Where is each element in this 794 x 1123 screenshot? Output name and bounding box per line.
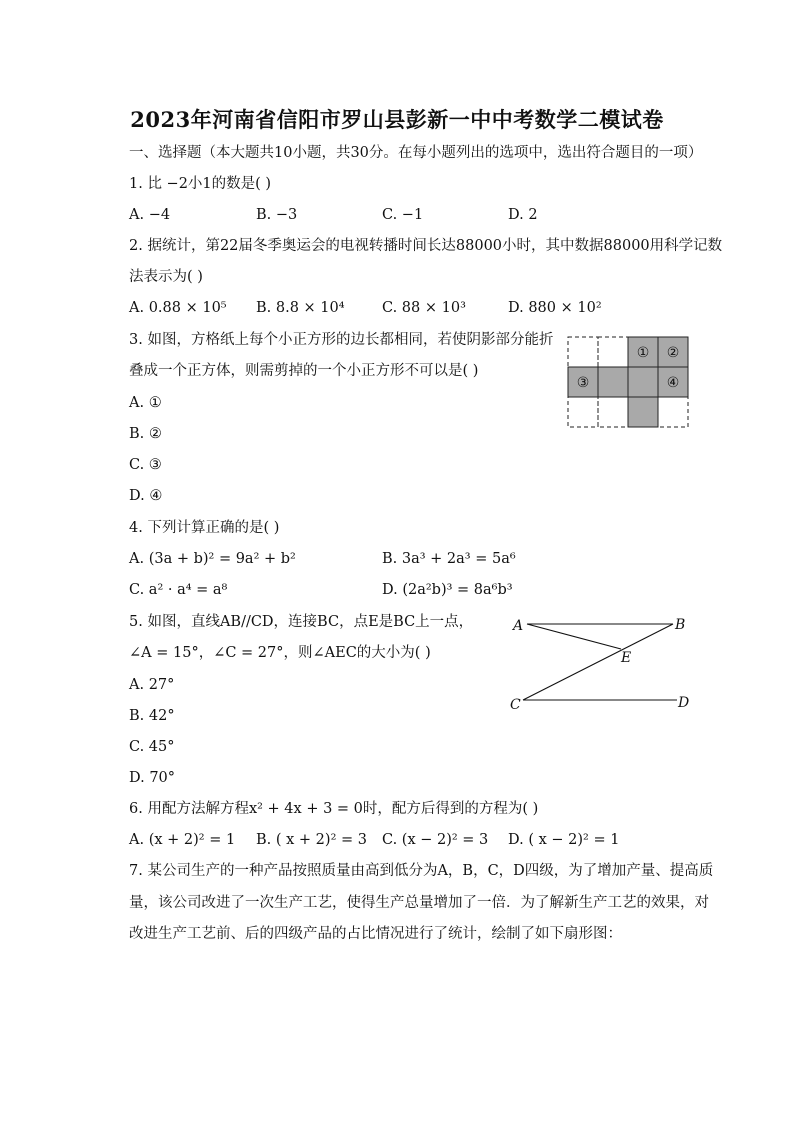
- q4-option-b: B. 3a³ + 2a³ = 5a⁶: [382, 551, 516, 567]
- q3-option-d: D. ④: [129, 488, 163, 504]
- q2-option-a: A. 0.88 × 10⁵: [129, 300, 227, 316]
- line-bc: [523, 624, 673, 700]
- q4-option-d: D. (2a²b)³ = 8a⁶b³: [382, 582, 513, 598]
- figure-label-3: ③: [576, 375, 590, 391]
- question-2-stem-line1: 2. 据统计，第22届冬季奥运会的电视转播时间长达88000小时，其中数据88000用科学记数: [129, 238, 723, 254]
- q2-option-b: B. 8.8 × 10⁴: [256, 300, 345, 316]
- q1-option-a: A. −4: [129, 207, 171, 223]
- q2-option-d: D. 880 × 10²: [508, 300, 602, 316]
- q6-option-a: A. (x + 2)² = 1: [129, 832, 236, 848]
- q4-option-a: A. (3a + b)² = 9a² + b²: [129, 551, 296, 567]
- point-label-b: B: [675, 617, 686, 633]
- q1-option-d: D. 2: [508, 207, 538, 223]
- q3-option-a: A. ①: [129, 395, 162, 411]
- question-3-stem-line1: 3. 如图，方格纸上每个小正方形的边长都相同，若使阴影部分能折: [129, 332, 554, 348]
- point-label-d: D: [678, 695, 690, 711]
- q1-option-b: B. −3: [256, 207, 298, 223]
- question-6-stem: 6. 用配方法解方程x² + 4x + 3 = 0时，配方后得到的方程为( ): [129, 801, 539, 817]
- q3-option-b: B. ②: [129, 426, 162, 442]
- question-4-stem: 4. 下列计算正确的是( ): [129, 520, 280, 536]
- exam-title: 2023年河南省信阳市罗山县彭新一中中考数学二模试卷: [130, 107, 664, 132]
- q5-option-b: B. 42°: [129, 708, 175, 724]
- q5-option-c: C. 45°: [129, 739, 175, 755]
- question-7-line1: 7. 某公司生产的一种产品按照质量由高到低分为A，B，C，D四级，为了增加产量、提高质: [129, 863, 714, 879]
- q5-option-a: A. 27°: [129, 677, 175, 693]
- question-2-stem-line2: 法表示为( ): [129, 269, 203, 285]
- question-7-line3: 改进生产工艺前、后的四级产品的占比情况进行了统计，绘制了如下扇形图：: [129, 926, 622, 942]
- figure-label-1: ①: [636, 345, 650, 361]
- q5-option-d: D. 70°: [129, 770, 176, 786]
- cell-bottom: [628, 397, 658, 427]
- q6-option-d: D. ( x − 2)² = 1: [508, 832, 620, 848]
- cell-middle-left: [598, 367, 628, 397]
- point-label-c: C: [510, 697, 521, 713]
- figure-label-2: ②: [666, 345, 680, 361]
- q2-option-c: C. 88 × 10³: [382, 300, 466, 316]
- q6-option-b: B. ( x + 2)² = 3: [256, 832, 367, 848]
- q4-option-c: C. a² · a⁴ = a⁸: [129, 582, 228, 598]
- q6-option-c: C. (x − 2)² = 3: [382, 832, 489, 848]
- question-5-stem-line2: ∠A = 15°，∠C = 27°，则∠AEC的大小为( ): [129, 645, 431, 661]
- cube-net-figure: [564, 335, 692, 431]
- q1-option-c: C. −1: [382, 207, 424, 223]
- question-5-stem-line1: 5. 如图，直线AB//CD，连接BC，点E是BC上一点，: [129, 614, 474, 630]
- figure-label-4: ④: [666, 375, 680, 391]
- point-label-a: A: [513, 618, 524, 634]
- cell-middle: [628, 367, 658, 397]
- question-3-stem-line2: 叠成一个正方体，则需剪掉的一个小正方形不可以是( ): [129, 363, 479, 379]
- point-label-e: E: [621, 650, 632, 666]
- q3-option-c: C. ③: [129, 457, 162, 473]
- question-1-stem: 1. 比 −2小1的数是( ): [129, 176, 272, 192]
- line-ae: [527, 624, 621, 649]
- section-heading: 一、选择题（本大题共10小题，共30分。在每小题列出的选项中，选出符合题目的一项）: [129, 145, 703, 161]
- parallel-lines-figure: [505, 612, 695, 716]
- question-7-line2: 量，该公司改进了一次生产工艺，使得生产总量增加了一倍．为了解新生产工艺的效果，对: [129, 895, 709, 911]
